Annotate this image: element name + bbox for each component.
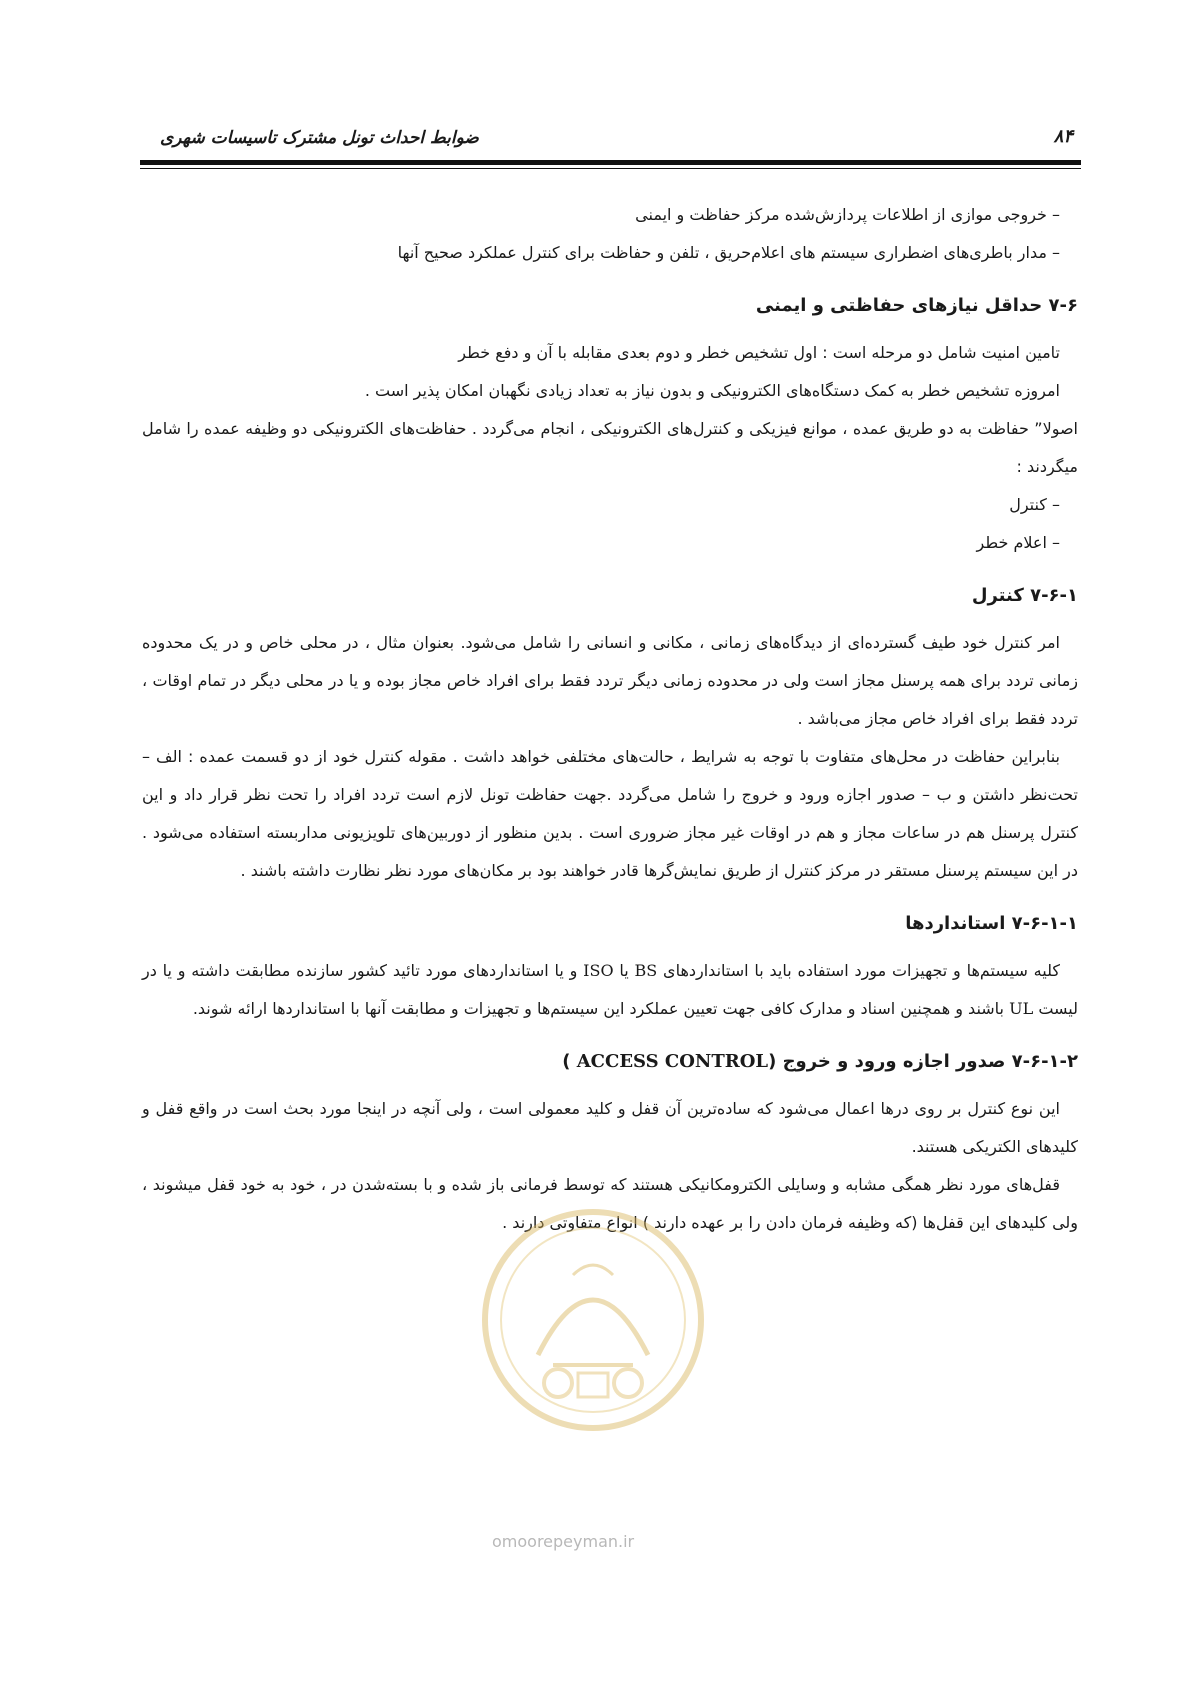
body-text (142, 196, 1078, 1242)
paragraph: امر کنترل خود طیف گسترده‌ای از دیدگاه‌های زمانی ، مکانی و انسانی را شامل می‌شود. بعنوان مثال ، در محلی خاص و در یک محدوده زمانی تردد برای همه پرسنل مجاز است ولی در محدوده زمانی دیگر تردد فقط برای افراد خاص مجاز بوده و یا در محلی دیگر در تمام اوقات ، تردد فقط برای افراد خاص مجاز می‌باشد . (142, 633, 1078, 728)
text-run: و یا استانداردهای مورد تائید کشور سازنده مطابقت داشته و یا در لیست (142, 961, 1078, 1018)
paragraph: قفل‌های مورد نظر همگی مشابه و وسایلی الکترومکانیکی هستند که توسط فرمانی باز شده و با بسته‌شدن در ، خود به خود قفل میشوند ، ولی کلیدهای این قفل‌ها (که وظیفه فرمان دادن را بر عهده دارند ) انواع متفاوتی دارند . (142, 1175, 1078, 1232)
paragraph: امروزه تشخیص خطر به کمک دستگاه‌های الکترونیکی و بدون نیاز به تعداد زیادی نگهبان امکان پذیر است . (364, 381, 1060, 400)
watermark-url: omoorepeyman.ir (492, 1532, 635, 1551)
heading-paren: ) (562, 1051, 571, 1072)
intro-bullet-1: – خروجی موازی از اطلاعات پردازش‌شده مرکز حفاظت و ایمنی (635, 205, 1060, 224)
omoorepeyman-logo-icon (478, 1205, 708, 1435)
paragraph: این نوع کنترل بر روی درها اعمال می‌شود که ساده‌ترین آن قفل و کلید معمولی است ، ولی آنچه در اینجا مورد بحث است در واقع قفل و کلیدهای الکتریکی هستند. (142, 1099, 1078, 1156)
list-item: – کنترل (1009, 495, 1060, 514)
heading-text: ۷-۶-۱-۲ صدور اجازه ورود و خروج ( (768, 1051, 1078, 1072)
header-rule-thick (140, 160, 1081, 165)
section-heading-7-6-1: ۷-۶-۱ کنترل (971, 585, 1078, 606)
intro-bullet-2: – مدار باطری‌های اضطراری سیستم های اعلام‌حریق ، تلفن و حفاظت برای کنترل عملکرد صحیح آنها (397, 243, 1060, 262)
list-item: – اعلام خطر (976, 533, 1060, 552)
paragraph: تامین امنیت شامل دو مرحله است : اول تشخیص خطر و دوم بعدی مقابله با آن و دفع خطر (458, 343, 1060, 362)
paragraph (142, 952, 1078, 1028)
text-run: باشند و همچنین اسناد و مدارک کافی جهت تعیین عملکرد این سیستم‌ها و تجهیزات و مطابقت آنها با استانداردها ارائه شوند. (192, 999, 1005, 1018)
standard-ul: UL (1009, 999, 1034, 1018)
heading-latin: ACCESS CONTROL (576, 1051, 769, 1072)
running-header (140, 122, 1081, 162)
header-rule-thin (140, 168, 1081, 169)
standard-bs: BS (634, 961, 658, 980)
standard-iso: ISO (583, 961, 614, 980)
section-heading-7-6: ۷-۶ حداقل نیازهای حفاظتی و ایمنی (755, 295, 1078, 316)
header-title: ضوابط احداث تونل مشترک تاسیسات شهری (160, 128, 479, 148)
section-heading-7-6-1-1: ۷-۶-۱-۱ استانداردها (905, 913, 1078, 934)
page-number: ۸۴ (1053, 126, 1073, 147)
paragraph: اصولا” حفاظت به دو طریق عمده ، موانع فیزیکی و کنترل‌های الکترونیکی ، انجام می‌گردد . حفاظت‌های الکترونیکی دو وظیفه عمده را شامل میگردند : (142, 419, 1078, 476)
text-run: کلیه سیستم‌ها و تجهیزات مورد استفاده باید با استانداردهای (663, 961, 1061, 980)
section-heading-7-6-1-2 (142, 1042, 1078, 1082)
text-run: یا (619, 961, 629, 980)
paragraph: بنابراین حفاظت در محل‌های متفاوت با توجه به شرایط ، حالت‌های مختلفی خواهد داشت . مقوله کنترل خود از دو قسمت عمده : الف – تحت‌نظر داشتن و ب – صدور اجازه ورود و خروج را شامل می‌گردد .جهت حفاظت تونل لازم است تردد افراد را تحت نظر قرار داد و این کنترل پرسنل هم در ساعات مجاز و هم در اوقات غیر مجاز ضروری است . بدین منظور از دوربین‌های تلویزیونی مداربسته استفاده می‌شود . در این سیستم پرسنل مستقر در مرکز کنترل از طریق نمایش‌گرها قادر خواهند بود بر مکان‌های مورد نظر نظارت داشته باشند . (142, 747, 1078, 880)
